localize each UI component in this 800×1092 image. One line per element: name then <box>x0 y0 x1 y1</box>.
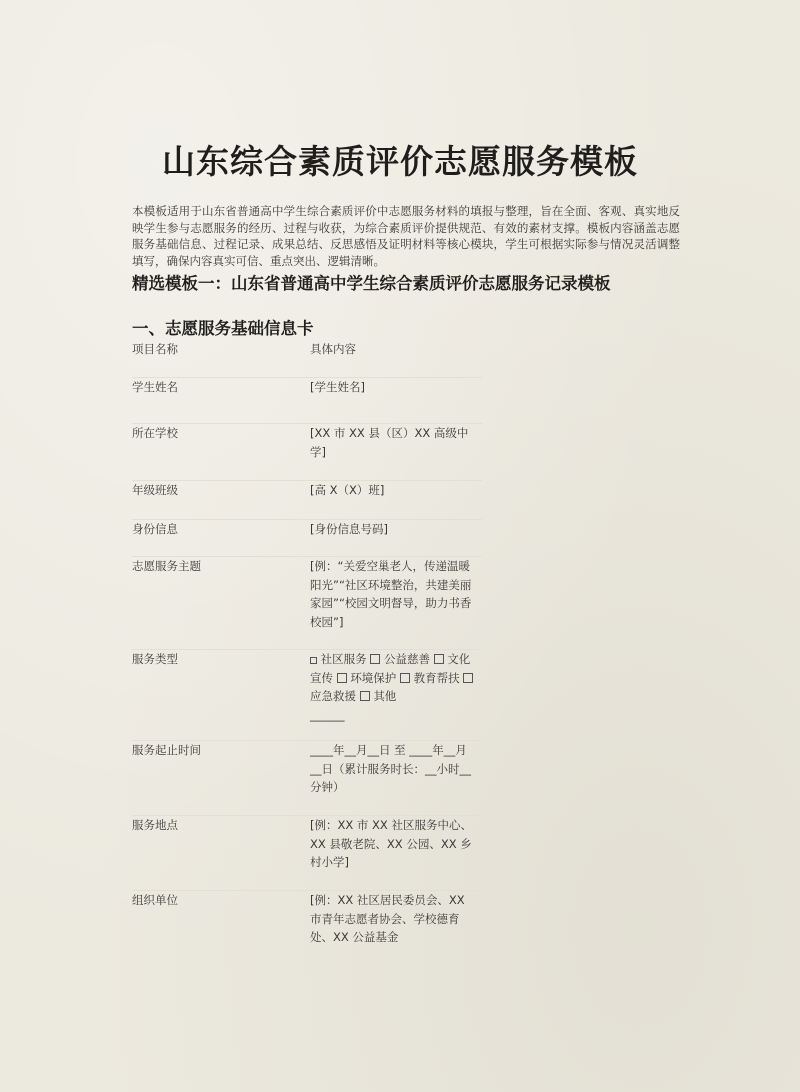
row-key: 学生姓名 <box>132 380 178 394</box>
checkbox-icon[interactable] <box>337 673 347 683</box>
table-row <box>132 378 482 424</box>
row-value: [XX 市 XX 县（区）XX 高级中学] <box>310 426 469 459</box>
table-row <box>132 816 482 891</box>
checkbox-icon[interactable] <box>310 657 317 664</box>
intro-paragraph: 本模板适用于山东省普通高中学生综合素质评价中志愿服务材料的填报与整理，旨在全面、客观、真实地反映学生参与志愿服务的经历、过程与收获，为综合素质评价提供规范、有效的素材支撑。模板内容涵盖志愿服务基础信息、过程记录、成果总结、反思感悟及证明材料等核心模块，学生可根据实际参与情况灵活调整填写，确保内容真实可信、重点突出、逻辑清晰。 <box>132 204 680 268</box>
header-key: 项目名称 <box>132 342 178 356</box>
option-label: 文化宣传 <box>310 652 471 685</box>
table-row <box>132 557 482 650</box>
option-label: 教育帮扶 <box>413 670 460 685</box>
checkbox-icon[interactable] <box>434 654 444 664</box>
option-label: 公益慈善 <box>383 652 430 666</box>
section-heading: 一、志愿服务基础信息卡 <box>132 319 314 338</box>
table-header-row <box>132 340 482 378</box>
row-value: [高 X（X）班] <box>310 483 385 497</box>
option-label: 环境保护 <box>350 670 397 685</box>
table-row <box>132 424 482 481</box>
row-key: 所在学校 <box>132 426 178 440</box>
option-label: 应急救援 <box>310 689 356 703</box>
table-row <box>132 891 482 951</box>
service-type-options <box>310 650 476 740</box>
table-row <box>132 481 482 520</box>
row-key: 年级班级 <box>132 483 178 497</box>
other-blank[interactable]: ______ <box>310 707 345 722</box>
row-key: 组织单位 <box>132 893 178 907</box>
row-value: [例：“关爱空巢老人，传递温暖阳光”“社区环境整治，共建美丽家园”“校园文明督导，助力书香校园”] <box>310 559 472 629</box>
row-value: [例：XX 市 XX 社区服务中心、XX 县敬老院、XX 公园、XX 乡村小学] <box>310 818 472 869</box>
info-table <box>132 340 482 951</box>
table-row <box>132 741 482 816</box>
row-value: [例：XX 社区居民委员会、XX 市青年志愿者协会、学校德育处、XX 公益基金 <box>310 893 465 944</box>
template-heading: 精选模板一：山东省普通高中学生综合素质评价志愿服务记录模板 <box>132 274 611 293</box>
option-label: 其他 <box>373 689 397 703</box>
option-label: 社区服务 <box>320 652 367 666</box>
row-value: [学生姓名] <box>310 380 365 394</box>
checkbox-icon[interactable] <box>463 673 473 683</box>
checkbox-icon[interactable] <box>400 673 410 683</box>
row-key: 身份信息 <box>132 522 178 536</box>
row-value: ____年__月__日 至 ____年__月__日（累计服务时长：__小时__分钟） <box>310 743 471 794</box>
row-key: 志愿服务主题 <box>132 559 201 573</box>
checkbox-icon[interactable] <box>360 691 370 701</box>
table-row <box>132 520 482 557</box>
table-row <box>132 650 482 741</box>
row-key: 服务起止时间 <box>132 743 201 757</box>
checkbox-icon[interactable] <box>370 654 380 664</box>
row-key: 服务类型 <box>132 652 178 666</box>
document-title: 山东综合素质评价志愿服务模板 <box>162 142 638 181</box>
row-key: 服务地点 <box>132 818 178 832</box>
row-value: [身份信息号码] <box>310 522 388 536</box>
header-value: 具体内容 <box>310 342 356 356</box>
